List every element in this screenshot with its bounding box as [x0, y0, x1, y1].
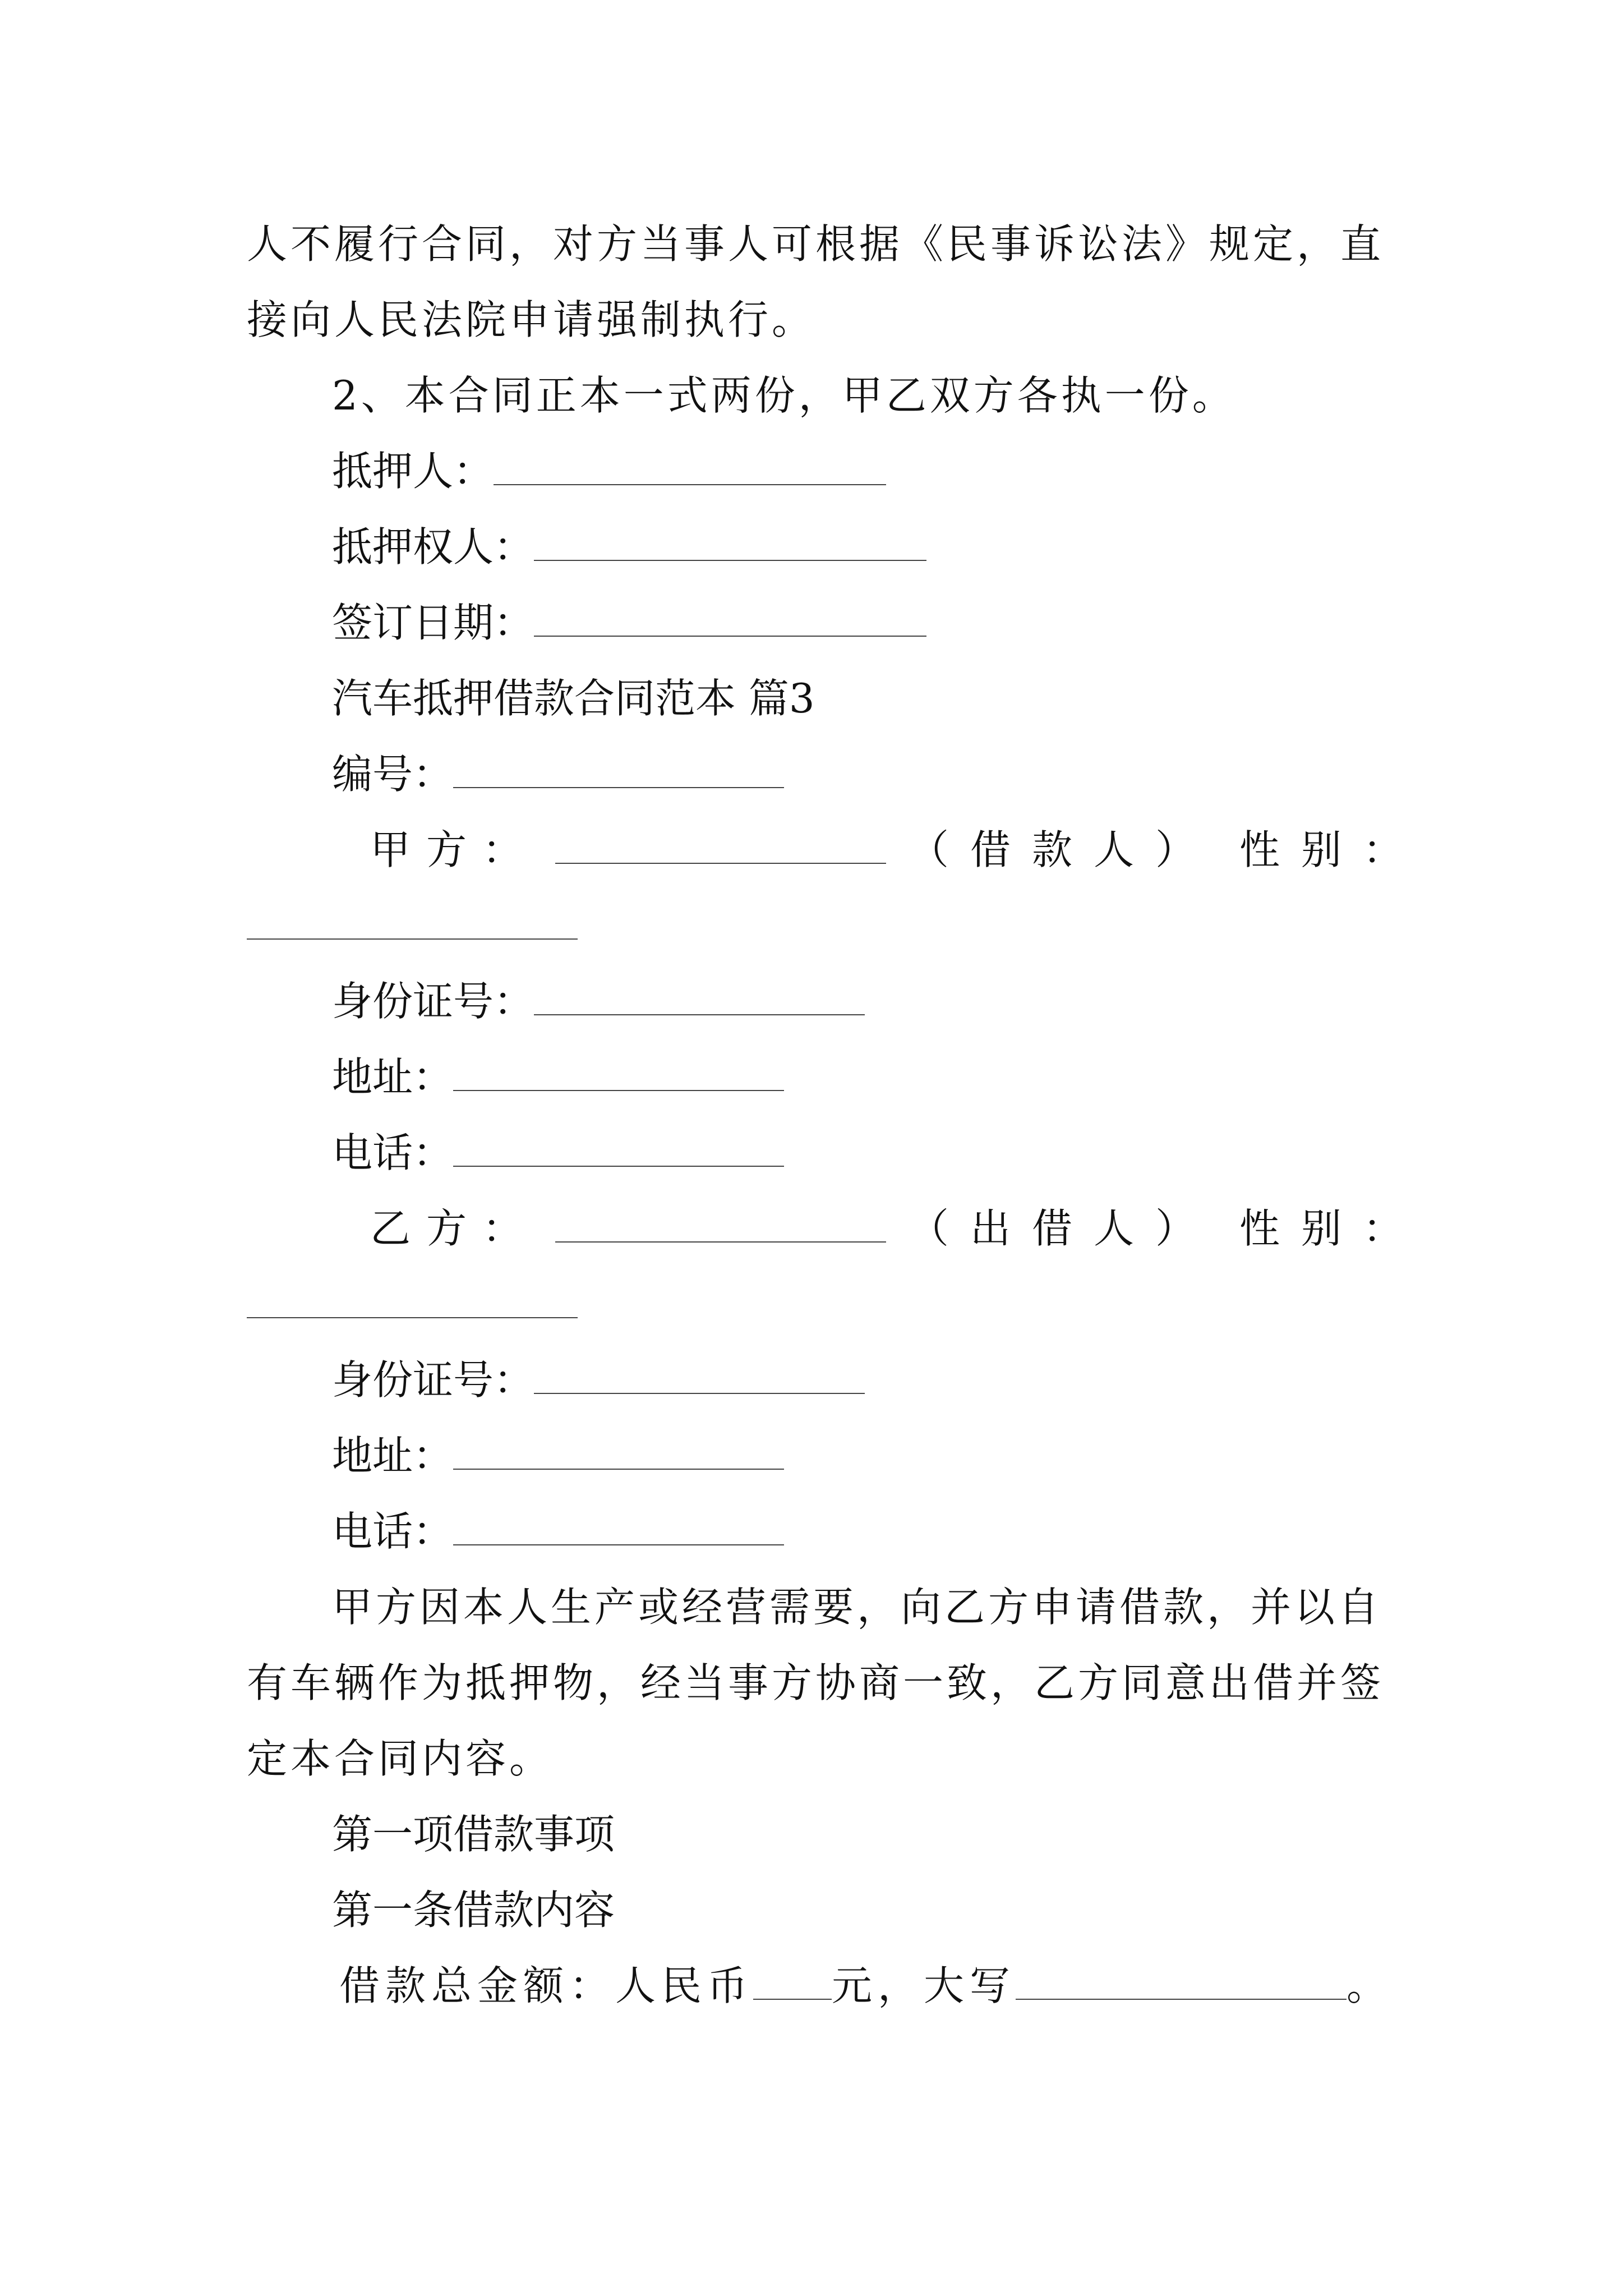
party-b-label: 乙方： — [370, 1205, 539, 1252]
field-label: 身份证号： — [332, 978, 534, 1025]
heading-text: 第一条借款内容 — [332, 1887, 615, 1934]
amount-blank[interactable] — [753, 1994, 832, 2000]
clause-item-2 — [332, 362, 1623, 429]
field-label: 抵押权人： — [332, 523, 534, 570]
id-blank[interactable] — [534, 1388, 865, 1394]
paragraph-text: 接向人民法院申请强制执行。 — [247, 296, 816, 343]
party-b-phone-field — [332, 1498, 1623, 1565]
party-b-id-field — [332, 1346, 1623, 1414]
date-blank[interactable] — [534, 631, 926, 637]
party-a-address-field — [332, 1043, 1623, 1111]
field-label: 抵押人： — [332, 448, 494, 495]
party-a-gender-label: 性别： — [1239, 826, 1425, 873]
party-a-phone-field — [332, 1119, 1623, 1186]
mortgagor-field — [332, 438, 1623, 505]
party-b-gender-blank[interactable] — [247, 1313, 578, 1318]
number-field — [332, 740, 1623, 808]
party-a-name-blank[interactable] — [555, 858, 886, 864]
phone-blank[interactable] — [453, 1540, 784, 1545]
heading-item-1 — [332, 1801, 1623, 1868]
party-a-id-field — [332, 968, 1623, 1035]
party-a-label: 甲方： — [370, 826, 539, 873]
field-label: 地址： — [332, 1432, 454, 1479]
field-label: 地址： — [332, 1053, 454, 1101]
heading-clause-1 — [332, 1876, 1623, 1944]
address-blank[interactable] — [453, 1085, 784, 1091]
paragraph-line — [247, 1649, 1623, 1717]
number-blank[interactable] — [453, 783, 784, 788]
mortgagee-field — [332, 513, 1623, 581]
loan-total-field — [339, 1952, 1623, 2019]
field-label: 身份证号： — [332, 1356, 534, 1404]
section-title-text: 汽车抵押借款合同范本 篇3 — [332, 675, 815, 722]
party-b-line — [370, 1195, 1425, 1262]
phone-blank[interactable] — [453, 1161, 784, 1167]
party-b-gender-line — [247, 1271, 1623, 1338]
sign-date-field — [332, 589, 1623, 656]
party-b-address-field — [332, 1422, 1623, 1489]
party-b-gender-label: 性别： — [1239, 1205, 1425, 1252]
party-a-line — [370, 816, 1425, 884]
field-label: 编号： — [332, 751, 454, 798]
loan-total-label: 借款总金额：人民币 — [339, 1962, 754, 2009]
id-blank[interactable] — [534, 1010, 865, 1015]
paragraph-line — [332, 1573, 1623, 1641]
signature-blank[interactable] — [534, 555, 926, 561]
heading-text: 第一项借款事项 — [332, 1811, 615, 1858]
section-title — [332, 665, 1623, 732]
paragraph-text: 甲方因本人生产或经营需要，向乙方申请借款，并以自 — [332, 1584, 1382, 1631]
party-b-name-blank[interactable] — [555, 1237, 886, 1243]
paragraph-line — [247, 286, 1623, 353]
signature-blank[interactable] — [494, 480, 886, 485]
party-a-role: （借款人） — [909, 826, 1218, 873]
field-label: 电话： — [332, 1129, 454, 1176]
party-a-gender-blank[interactable] — [247, 934, 578, 940]
clause-text: 2、本合同正本一式两份，甲乙双方各执一份。 — [332, 372, 1236, 419]
address-blank[interactable] — [453, 1464, 784, 1470]
field-label: 电话： — [332, 1508, 454, 1555]
field-label: 签订日期： — [332, 599, 534, 646]
paragraph-text: 定本合同内容。 — [247, 1735, 554, 1782]
paragraph-line — [247, 210, 1424, 278]
loan-total-end: 。 — [1347, 1962, 1387, 2009]
paragraph-text: 人不履行合同，对方当事人可根据《民事诉讼法》规定，直 — [247, 220, 1385, 268]
paragraph-text: 有车辆作为抵押物，经当事方协商一致，乙方同意出借并签 — [247, 1659, 1385, 1706]
party-a-gender-line — [247, 892, 1623, 959]
loan-total-unit: 元，大写 — [832, 1962, 1016, 2009]
amount-words-blank[interactable] — [1016, 1994, 1347, 2000]
party-b-role: （出借人） — [909, 1205, 1218, 1252]
paragraph-line — [247, 1725, 1623, 1792]
